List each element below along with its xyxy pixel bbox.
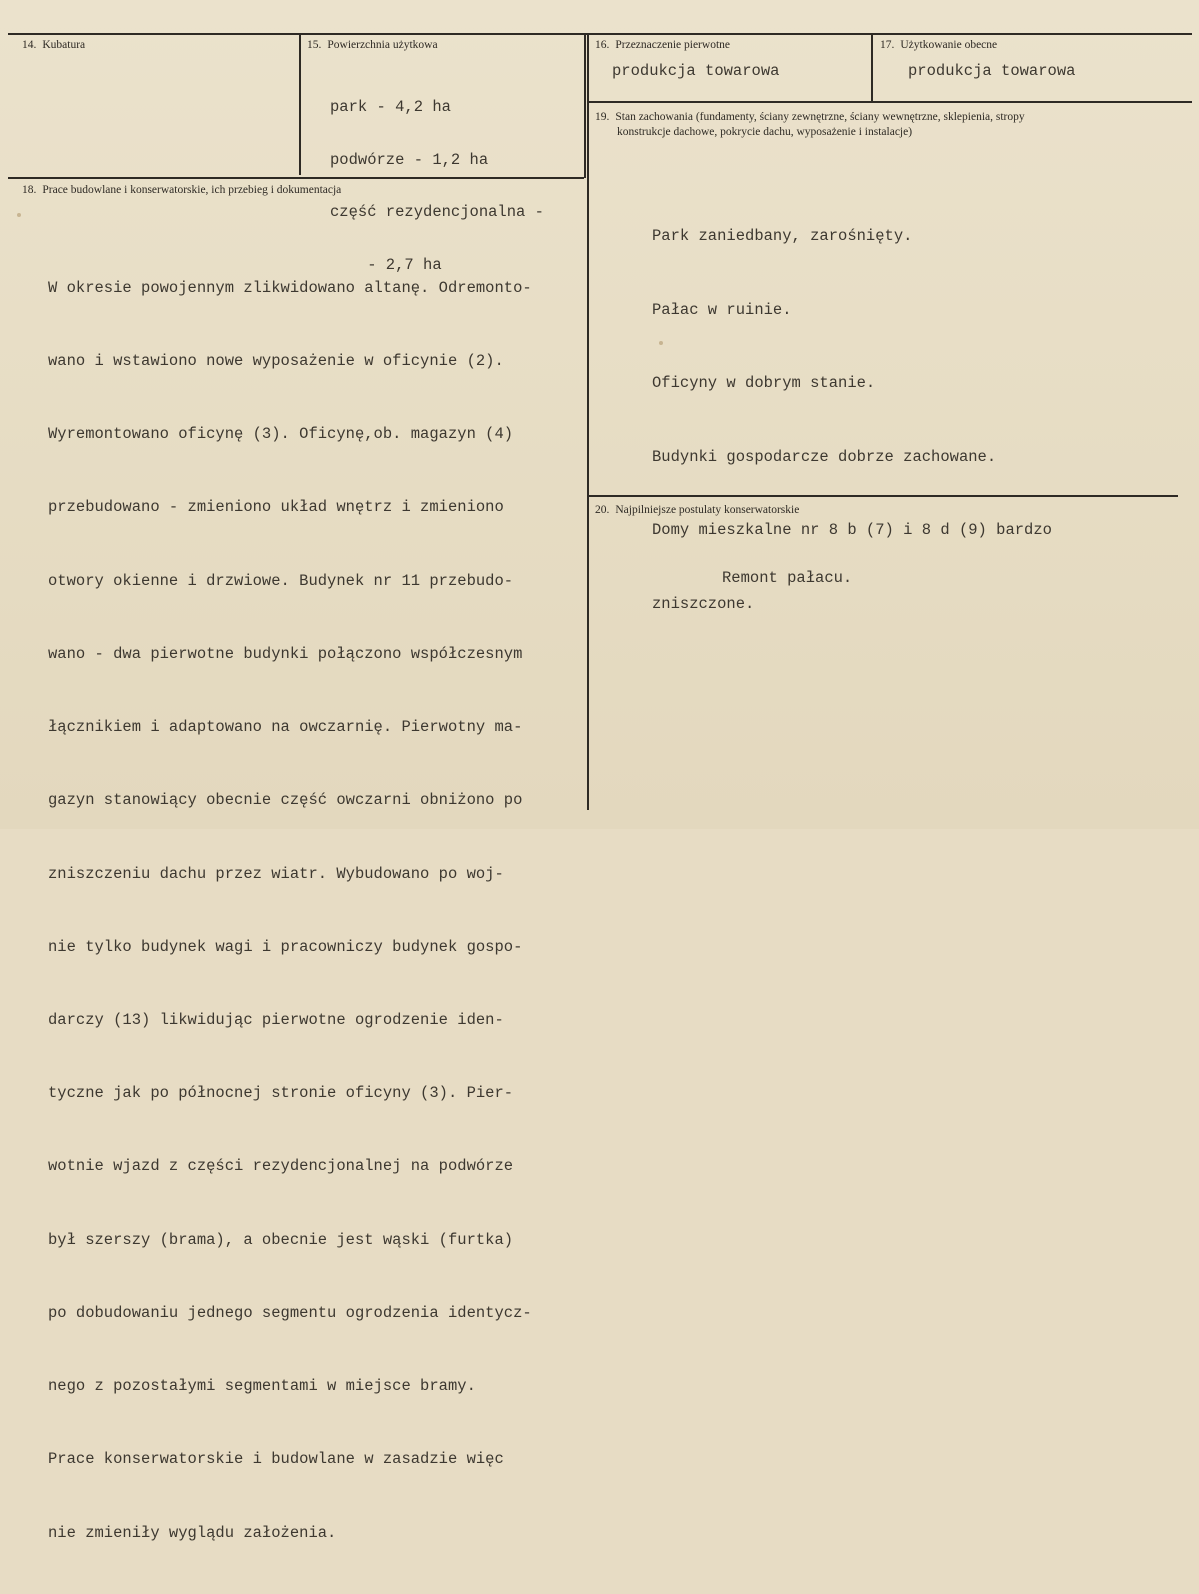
section-15-line: część rezydencjonalna - — [330, 203, 544, 221]
section-18-line: wotnie wjazd z części rezydencjonalnej na podwórze — [48, 1157, 514, 1176]
section-15-line: - 2,7 ha — [330, 255, 442, 274]
divider-right-16-19 — [587, 101, 1192, 103]
section-16-title: Przeznaczenie pierwotne — [615, 39, 730, 51]
section-16-number: 16. — [595, 39, 610, 51]
top-border-line — [8, 33, 1192, 35]
section-17-title: Użytkowanie obecne — [900, 39, 998, 51]
section-18-number: 18. — [22, 184, 37, 196]
section-20-title: Najpilniejsze postulaty konserwatorskie — [615, 504, 800, 516]
section-16-label — [595, 38, 730, 53]
section-19-title-line2: konstrukcje dachowe, pokrycie dachu, wyposażenie i instalacje) — [617, 126, 913, 138]
section-15-line: podwórze - 1,2 ha — [330, 150, 489, 169]
section-14-number: 14. — [22, 39, 37, 51]
section-18-line: otwory okienne i drzwiowe. Budynek nr 11 przebudo- — [48, 571, 514, 590]
section-17-value: produkcja towarowa — [908, 62, 1076, 80]
section-18-line: tyczne jak po północnej stronie oficyny (3). Pier- — [48, 1084, 514, 1103]
divider-15-16 — [584, 33, 586, 178]
section-17-number: 17. — [880, 39, 895, 51]
section-18-line: W okresie powojennym zlikwidowano altanę. Odremonto- — [48, 278, 532, 297]
main-vertical-divider — [587, 33, 589, 810]
section-18-title: Prace budowlane i konserwatorskie, ich przebieg i dokumentacja — [42, 184, 342, 196]
section-20-value: Remont pałacu. — [722, 569, 853, 587]
section-18-line: wano i wstawiono nowe wyposażenie w oficynie (2). — [48, 352, 504, 371]
section-18-line: zniszczeniu dachu przez wiatr. Wybudowano po woj- — [48, 864, 504, 883]
section-18-line: Prace konserwatorskie i budowlane w zasadzie więc — [48, 1450, 504, 1469]
section-15-line: park - 4,2 ha — [330, 98, 451, 116]
section-19-line: Domy mieszkalne nr 8 b (7) i 8 d (9) bardzo — [652, 521, 1052, 539]
section-17-label — [880, 38, 997, 53]
section-18-value — [48, 227, 532, 1594]
section-19-number: 19. — [595, 111, 610, 123]
paper-speck — [17, 213, 21, 217]
section-18-line: darczy (13) likwidując pierwotne ogrodzenie iden- — [48, 1011, 504, 1029]
section-18-line: gazyn stanowiący obecnie część owczarni obniżono po — [48, 791, 523, 810]
section-19-line: Oficyny w dobrym stanie. — [652, 374, 876, 392]
section-19-line: Park zaniedbany, zarośnięty. — [652, 227, 913, 245]
section-19-title-line1: Stan zachowania (fundamenty, ściany zewnętrzne, ściany wewnętrzne, sklepienia, stropy — [615, 111, 1025, 123]
section-14-title: Kubatura — [42, 39, 86, 51]
section-20-label — [595, 503, 799, 518]
section-18-label — [22, 183, 341, 198]
section-15-title: Powierzchnia użytkowa — [327, 39, 438, 51]
section-20-number: 20. — [595, 504, 610, 516]
divider-16-17 — [871, 33, 873, 101]
section-16-value: produkcja towarowa — [612, 62, 780, 80]
divider-14-15 — [299, 33, 301, 175]
section-18-line: nie tylko budynek wagi i pracowniczy budynek gospo- — [48, 937, 523, 956]
paper-speck — [659, 341, 663, 345]
section-18-line: nego z pozostałymi segmentami w miejsce bramy. — [48, 1377, 476, 1396]
section-19-line: Budynki gospodarcze dobrze zachowane. — [652, 447, 997, 466]
section-19-value — [652, 175, 1052, 665]
section-18-line: wano - dwa pierwotne budynki połączono współczesnym — [48, 644, 523, 663]
section-18-line: Wyremontowano oficynę (3). Oficynę,ob. magazyn (4) — [48, 425, 514, 444]
section-19-line: Pałac w ruinie. — [652, 300, 792, 319]
section-19-line: zniszczone. — [652, 594, 755, 613]
section-18-line: nie zmieniły wyglądu założenia. — [48, 1523, 337, 1542]
section-19-label — [595, 110, 1025, 125]
section-15-number: 15. — [307, 39, 322, 51]
section-18-line: łącznikiem i adaptowano na owczarnię. Pierwotny ma- — [48, 718, 523, 737]
section-19-label-continued — [617, 125, 912, 140]
section-18-line: przebudowano - zmieniono układ wnętrz i zmieniono — [48, 498, 504, 517]
section-18-line: był szerszy (brama), a obecnie jest wąski (furtka) — [48, 1230, 514, 1249]
section-14-label — [22, 38, 85, 53]
section-18-line: po dobudowaniu jednego segmentu ogrodzenia identycz- — [48, 1303, 532, 1322]
section-15-label — [307, 38, 438, 53]
